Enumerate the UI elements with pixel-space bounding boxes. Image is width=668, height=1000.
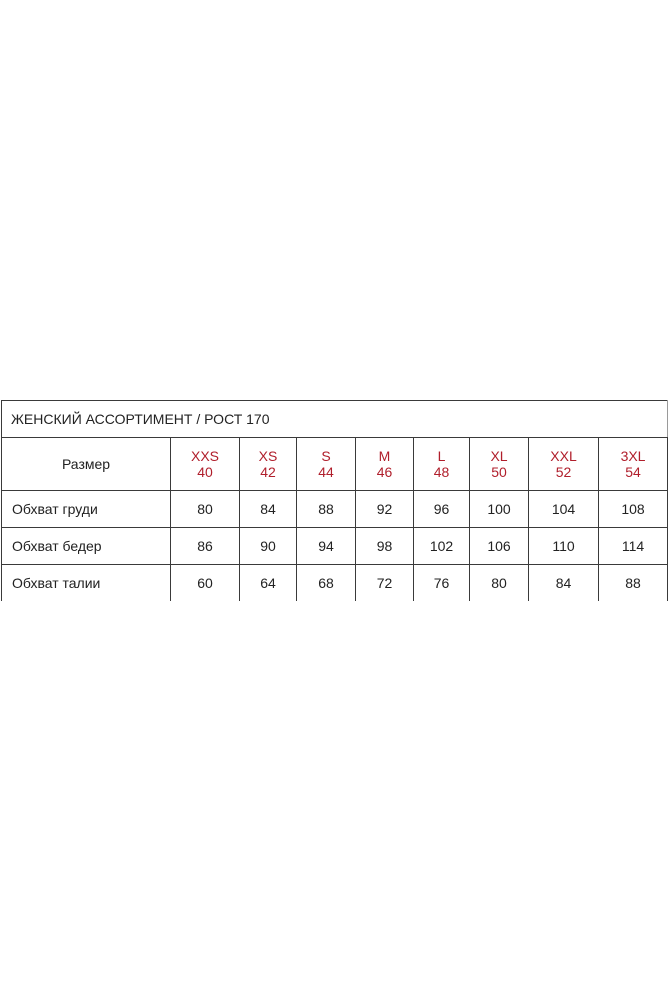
table-cell: 100 <box>470 491 529 528</box>
table-cell: 94 <box>297 528 356 565</box>
table-cell: 102 <box>414 528 470 565</box>
table-cell: 72 <box>356 565 414 602</box>
table-cell: 76 <box>414 565 470 602</box>
row-label: Обхват талии <box>2 565 171 602</box>
size-m <box>356 438 414 491</box>
size-letter: XXL <box>550 448 577 464</box>
size-number: 42 <box>260 464 276 480</box>
table-cell: 80 <box>171 491 240 528</box>
table-cell: 106 <box>470 528 529 565</box>
size-xxs <box>171 438 240 491</box>
size-number: 46 <box>376 464 393 480</box>
size-number: 52 <box>555 464 572 480</box>
size-letter: 3XL <box>620 448 646 464</box>
table-cell: 64 <box>240 565 297 602</box>
size-s <box>297 438 356 491</box>
table-cell: 90 <box>240 528 297 565</box>
title-row <box>2 401 668 438</box>
row-label: Обхват бедер <box>2 528 171 565</box>
size-xs <box>240 438 297 491</box>
table-cell: 108 <box>599 491 668 528</box>
table-cell: 86 <box>171 528 240 565</box>
row-label: Обхват груди <box>2 491 171 528</box>
size-header-row <box>2 438 668 491</box>
size-letter: XS <box>258 448 278 464</box>
table-cell: 114 <box>599 528 668 565</box>
size-header-label: Размер <box>2 438 171 491</box>
size-letter: XXS <box>190 448 219 464</box>
table-cell: 84 <box>240 491 297 528</box>
size-l <box>414 438 470 491</box>
table-cell: 88 <box>297 491 356 528</box>
size-3xl <box>599 438 668 491</box>
table-row-chest <box>2 491 668 528</box>
table-cell: 92 <box>356 491 414 528</box>
table-cell: 110 <box>529 528 599 565</box>
size-number: 44 <box>318 464 334 480</box>
table-row-waist <box>2 565 668 602</box>
table-cell: 84 <box>529 565 599 602</box>
size-letter: XL <box>490 448 508 464</box>
table-cell: 96 <box>414 491 470 528</box>
table-cell: 98 <box>356 528 414 565</box>
size-number: 48 <box>433 464 450 480</box>
size-xxl <box>529 438 599 491</box>
table-cell: 68 <box>297 565 356 602</box>
size-letter: M <box>378 448 391 464</box>
size-number: 40 <box>197 464 213 480</box>
size-number: 50 <box>491 464 507 480</box>
size-xl <box>470 438 529 491</box>
size-letter: S <box>321 448 331 464</box>
size-chart-table <box>1 400 668 601</box>
table-cell: 60 <box>171 565 240 602</box>
size-letter: L <box>437 448 446 464</box>
table-row-hips <box>2 528 668 565</box>
table-title: ЖЕНСКИЙ АССОРТИМЕНТ / РОСТ 170 <box>2 401 668 438</box>
table-cell: 104 <box>529 491 599 528</box>
table-cell: 80 <box>470 565 529 602</box>
table-cell: 88 <box>599 565 668 602</box>
size-number: 54 <box>625 464 641 480</box>
